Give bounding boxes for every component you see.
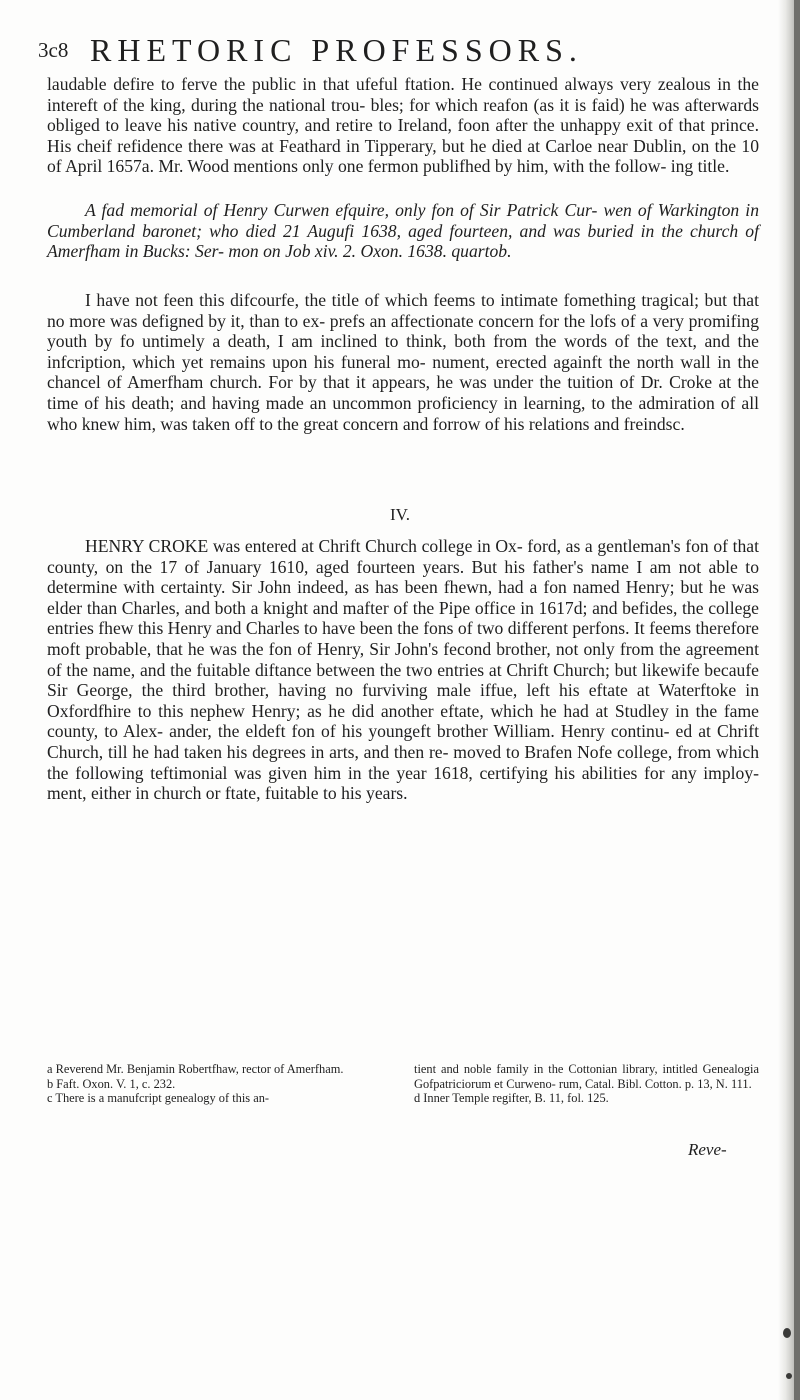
ink-blot	[783, 1328, 791, 1338]
paragraph-text: HENRY CROKE was entered at Chrift Church college in Ox- ford, as a gentleman's fon of that county, on the 17 of January 1610, aged fourteen years. But his father's name I am not able to determine with certainty. Sir John indeed, as has been fhewn, had a fon named Henry; but he was elder than Charles, and both a knight and mafter of the Pipe office in 1617d; and befides, the college entries fhew this Henry and Charles to have been the fons of two different perfons. It feems therefore moft probable, that he was the fon of Henry, Sir John's fecond brother, not only from the agreement of the name, and the fuitable diftance between the two entries at Chrift Church; but likewife becaufe Sir George, the third brother, having no furviving male iffue, left his eftate at Waterftoke in Oxfordfhire to this nephew Henry; as he did another eftate, which he had at Studley in the fame county, to Alex- ander, the eldeft fon of his youngeft brother William. Henry continu- ed at Chrift Church, till he had taken his degrees in arts, and then re- moved to Brafen Nofe college, from which the following teftimonial was given him in the year 1618, certifying his abilities for any imploy- ment, either in church or ftate, fuitable to his years.	[47, 536, 759, 804]
ink-blot	[786, 1373, 792, 1379]
footnote-column-right	[414, 1062, 759, 1106]
page-edge-dark	[794, 0, 800, 1400]
paragraph-opening	[47, 74, 759, 177]
page-header	[38, 30, 758, 70]
footnote-a: a Reverend Mr. Benjamin Robertfhaw, rector of Amerfham.	[47, 1062, 344, 1076]
page-edge-shadow	[778, 0, 800, 1400]
paragraph-text: laudable defire to ferve the public in that ufeful ftation. He continued always very zealous in the intereft of the king, during the national trou- bles; for which reafon (as it is faid) he was afterwards obliged to leave his native country, and retire to Ireland, foon after the unhappy exit of that prince. His cheif refidence there was at Feathard in Tipperary, but he died at Carloe near Dublin, on the 10 of April 1657a. Mr. Wood mentions only one fermon publifhed by him, with the follow- ing title.	[47, 74, 759, 177]
footnote-column-left	[47, 1062, 392, 1106]
page-number: 3c8	[38, 38, 69, 62]
footnote-b: b Faft. Oxon. V. 1, c. 232.	[47, 1076, 176, 1091]
footnote-c-continued: tient and noble family in the Cottonian library, intitled Genealogia Gofpatriciorum et Curweno- rum, Catal. Bibl. Cotton. p. 13, N. 111.	[414, 1062, 759, 1091]
sermon-title: A fad memorial of Henry Curwen efquire, only fon of Sir Patrick Cur- wen of Warkington in Cumberland baronet; who died 21 Augufi 1638, aged fourteen, and was buried in the church of Amerfham in Bucks: Ser- mon on Job xiv. 2. Oxon. 1638. quartob.	[47, 200, 759, 262]
paragraph-text: I have not feen this difcourfe, the title of which feems to intimate fomething tragical; but that no more was defigned by it, than to ex- prefs an affectionate concern for the lofs of a very promifing youth by fo untimely a death, I am inclined to think, both from the words of the text, and the infcription, which yet remains upon his funeral mo- nument, erected againft the north wall in the chancel of Amerfham church. For by that it appears, he was under the tuition of Dr. Croke at the time of his death; and having made an uncommon proficiency in learning, to the admiration of all who knew him, was taken off to the great concern and forrow of his relations and freindsc.	[47, 290, 759, 434]
paragraph-henry-croke	[47, 536, 759, 804]
section-number: IV.	[390, 505, 410, 524]
catchword: Reve-	[688, 1140, 727, 1159]
paragraph-discourse	[47, 290, 759, 434]
footnote-c: c There is a manufcript genealogy of this an-	[47, 1091, 270, 1106]
running-head: RHETORIC PROFESSORS.	[90, 32, 583, 68]
footnote-d: d Inner Temple regifter, B. 11, fol. 125.	[414, 1091, 609, 1106]
